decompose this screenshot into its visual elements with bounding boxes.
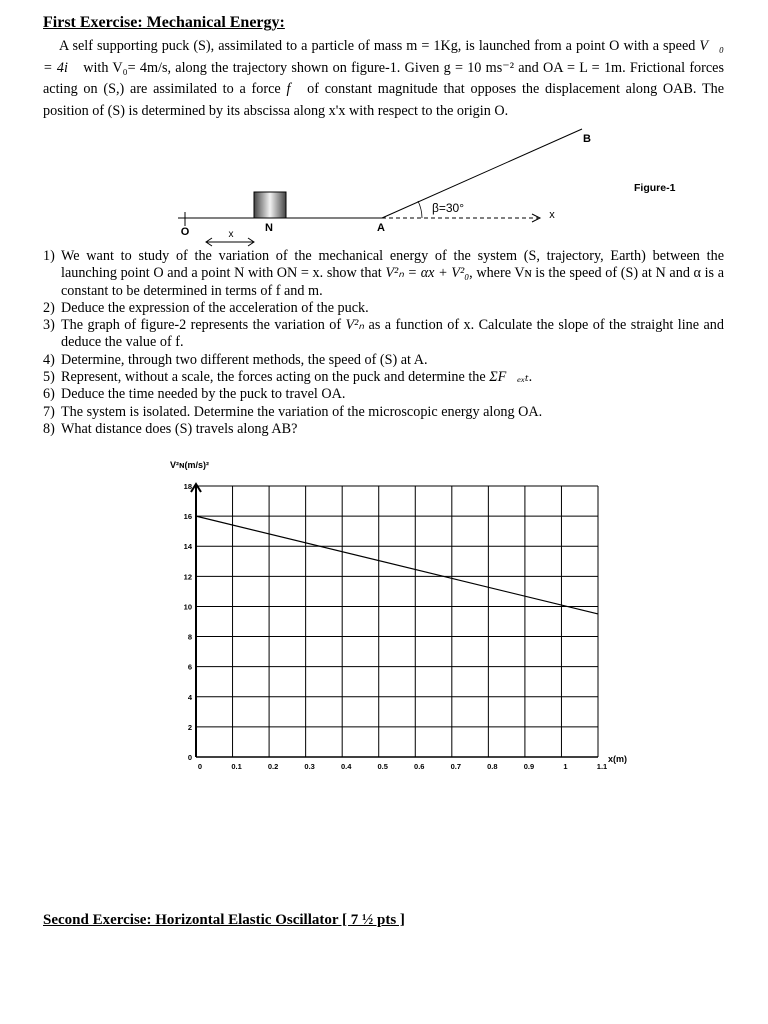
y-tick-label: 14: [183, 542, 192, 552]
question-8: 8) What distance does (S) travels along AB?: [43, 420, 298, 437]
y-tick-label: 0: [187, 753, 192, 762]
intro-f-vector: f⃗: [286, 81, 302, 97]
questions-list: [43, 248, 724, 438]
x-tick-label: 0.1: [231, 762, 242, 771]
x-tick-label: 0.3: [304, 762, 315, 771]
x-tick-label: 1.1: [596, 762, 608, 771]
series-line: [196, 516, 598, 614]
y-tick-label: 2: [187, 722, 192, 732]
label-angle: β=30°: [431, 201, 465, 215]
y-tick-label: 16: [183, 512, 192, 522]
exercise1-intro: [43, 36, 724, 122]
x-tick-label: 0.5: [377, 762, 388, 771]
label-x-axis: x: [549, 209, 555, 221]
question-3: 3) The graph of figure-2 represents the variation of V²ₙ as a function of x. Calculate the slope of the straight line and deduce the value of f.: [43, 317, 724, 351]
question-6: 6) Deduce the time needed by the puck to travel OA.: [43, 386, 346, 403]
graph-series: [196, 516, 598, 614]
x-tick-label: 0.6: [414, 762, 425, 771]
y-tick-label: 6: [187, 662, 192, 672]
x-tick-label: 0.7: [450, 762, 462, 771]
y-tick-label: 8: [187, 632, 192, 642]
label-n: N: [265, 222, 273, 234]
exercise1-title: First Exercise: Mechanical Energy:: [43, 14, 285, 31]
formula-vn2-short: V²ₙ: [345, 317, 365, 334]
x-tick-label: 1: [563, 762, 568, 771]
question-5: 5) Represent, without a scale, the forces acting on the puck and determine the ΣF⃗ₑₓₜ.: [43, 369, 533, 386]
formula-sum-forces: ΣF⃗ₑₓₜ: [489, 369, 529, 386]
graph-tick-labels: [184, 482, 608, 771]
graph-axes: [191, 484, 598, 757]
x-tick-label: 0.4: [340, 762, 352, 771]
question-7: 7) The system is isolated. Determine the variation of the microscopic energy along OA.: [43, 403, 543, 420]
label-b: B: [583, 133, 591, 145]
question-1: 1) We want to study of the variation of the mechanical energy of the system (S, trajectory, Earth) between the launching point O and a point N with ON = x. show that V²ₙ = αx + V²₀, where Vɴ is the speed of (S) at N and α is a constant to be determined in terms of f and m.: [43, 248, 724, 299]
y-tick-label: 18: [183, 482, 192, 491]
intro-part3: of constant magnitude that opposes the displacement along OAB. The position of (S) is determined by its abscissa along x'x with respect to the origin O.: [43, 81, 724, 119]
graph-grid: [196, 486, 598, 757]
question-2: 2) Deduce the expression of the acceleration of the puck.: [43, 299, 369, 316]
incline-ab: [382, 129, 582, 218]
figure-1-label: Figure-1: [634, 182, 676, 194]
label-o: O: [180, 226, 190, 238]
label-a: A: [377, 222, 385, 234]
y-tick-label: 4: [187, 692, 192, 702]
puck: [254, 192, 286, 218]
label-distance-x: x: [228, 229, 234, 240]
x-axis-label: x(m): [608, 754, 628, 764]
question-4: 4) Determine, through two different methods, the speed of (S) at A.: [43, 351, 428, 368]
exercise2-title: Second Exercise: Horizontal Elastic Oscillator [ 7 ½ pts ]: [43, 912, 405, 928]
y-tick-label: 12: [183, 572, 192, 582]
x-tick-label: 0.8: [487, 762, 498, 771]
x-tick-label: 0.9: [523, 762, 535, 771]
angle-arc: [418, 201, 422, 218]
formula-vn2: V²ₙ = αx + V²₀: [385, 265, 470, 282]
x-tick-label: 0.2: [267, 762, 279, 771]
figure-2-graph: [150, 452, 640, 782]
y-tick-label: 10: [183, 602, 192, 612]
intro-v0-vector: V⃗₀ = 4i⃗: [43, 38, 724, 76]
intro-part1: A self supporting puck (S), assimilated to a particle of mass m = 1Kg, is launched from a point O with a speed: [59, 38, 700, 54]
x-tick-label: 0: [197, 762, 203, 771]
intro-part2: with V₀= 4m/s, along the trajectory shown on figure-1. Given g = 10 ms⁻² and OA = L = 1m. Frictional forces acting on (S,) are assimilated to a force: [43, 59, 724, 97]
y-axis-label: V²ɴ(m/s)²: [170, 460, 210, 470]
